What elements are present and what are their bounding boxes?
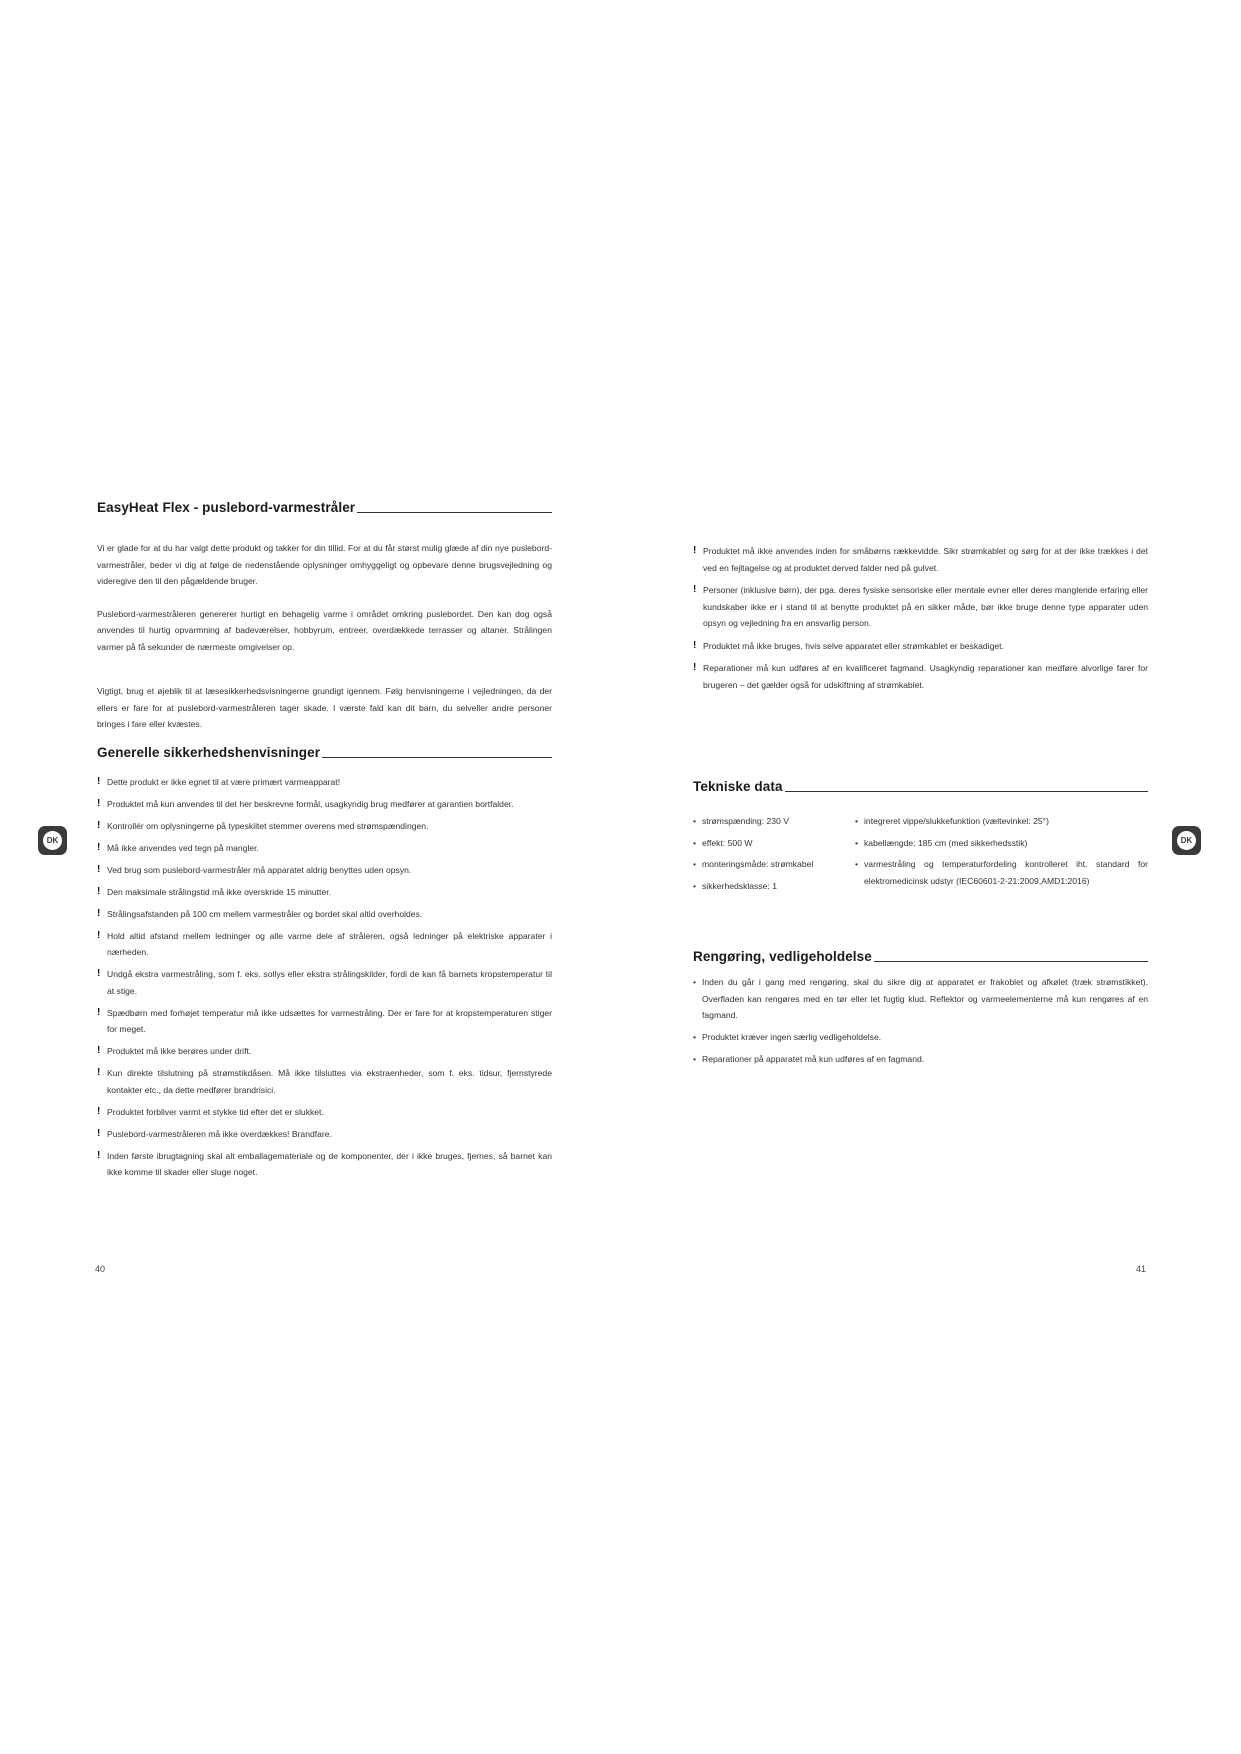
intro-paragraph-3: Vigtigt, brug et øjeblik til at læsesikkerhedsvisningerne grundigt igennem. Følg henvisningerne i vejledningen, da der ellers er fare for at puslebord-varmestråleren tager skade. I værste fald kan dit barn, du selveller andre personer bringes i fare eller kvæstes. bbox=[97, 686, 552, 729]
safety-list-continued bbox=[693, 543, 1148, 693]
dk-badge-label: DK bbox=[1177, 831, 1196, 850]
safety-item-text: Inden første ibrugtagning skal alt emballagemateriale og de komponenter, der i ikke bruges, fjernes, så barnet kan ikke komme til skader eller sluge noget. bbox=[107, 1150, 552, 1177]
safety-list bbox=[97, 774, 552, 1181]
cleaning-heading bbox=[693, 949, 1148, 964]
right-page bbox=[693, 543, 1148, 1073]
warning-icon: ! bbox=[97, 968, 101, 979]
safety-item bbox=[693, 660, 1148, 693]
warning-icon: ! bbox=[97, 1105, 101, 1117]
warning-icon: ! bbox=[693, 662, 697, 673]
warning-icon: ! bbox=[693, 639, 697, 651]
tech-data-grid bbox=[693, 813, 1148, 899]
tech-item-text: integreret vippe/slukkefunktion (væltevinkel: 25°) bbox=[864, 816, 1049, 826]
tech-heading-text: Tekniske data bbox=[693, 779, 783, 794]
safety-item-text: Produktet må ikke bruges, hvis selve apparatet eller strømkablet er beskadiget. bbox=[703, 640, 1004, 651]
bullet-icon: • bbox=[693, 816, 697, 826]
left-page bbox=[97, 500, 552, 1186]
warning-icon: ! bbox=[97, 1045, 101, 1056]
tech-item bbox=[855, 813, 1148, 830]
page-number-left: 40 bbox=[95, 1264, 106, 1274]
safety-item-text: Dette produkt er ikke egnet til at være primært varmeapparat! bbox=[107, 776, 341, 787]
safety-item bbox=[97, 1148, 552, 1181]
tech-heading bbox=[693, 779, 1148, 794]
intro-paragraph-1: Vi er glade for at du har valgt dette produkt og takker for din tillid. For at du får størst mulig glæde af din nye puslebord-varmestråler, beder vi dig at følge de nedenstående oplysninger omhyggeligt og opbevare denne brugsvejledning og videregive den til den pågældende bruger. bbox=[97, 543, 552, 586]
safety-item bbox=[97, 862, 552, 879]
cleaning-item bbox=[693, 974, 1148, 1024]
intro-paragraph-2: Puslebord-varmestråleren genererer hurtigt en behagelig varme i området omkring puslebordet. Den kan dog også anvendes til hurtig opvarmning af badeværelser, hobbyrum, entreer, overdækkede terrasser og altaner. Strålingen varmer på få sekunder de nærmeste omgivelser op. bbox=[97, 608, 552, 652]
dk-badge-left bbox=[38, 826, 67, 855]
bullet-icon: • bbox=[693, 880, 697, 891]
warning-icon: ! bbox=[97, 1067, 101, 1078]
safety-heading-rule bbox=[322, 757, 552, 758]
dk-badge-right bbox=[1172, 826, 1201, 855]
warning-icon: ! bbox=[693, 545, 697, 556]
safety-heading bbox=[97, 745, 552, 760]
warning-icon: ! bbox=[97, 863, 101, 875]
warning-icon: ! bbox=[97, 1127, 101, 1139]
safety-item-text: Personer (inklusive børn), der pga. deres fysiske sensoriske eller mentale evner eller deres manglende erfaring eller kundskaber ikke er i stand til at benytte produktet på en sikker måde, bør ikke bruge denne type apparater uden opsyn og vejledning fra en ansvarlig person. bbox=[703, 585, 1148, 628]
tech-item bbox=[693, 813, 855, 830]
safety-item-text: Den maksimale strålingstid må ikke overskride 15 minutter. bbox=[107, 886, 331, 897]
tech-item bbox=[855, 835, 1148, 852]
warning-icon: ! bbox=[97, 1149, 101, 1161]
safety-item bbox=[97, 966, 552, 999]
page-title bbox=[97, 500, 552, 515]
tech-column-right bbox=[855, 813, 1148, 899]
safety-item-text: Må ikke anvendes ved tegn på mangler. bbox=[107, 842, 259, 853]
cleaning-item bbox=[693, 1029, 1148, 1046]
bullet-icon: • bbox=[693, 859, 697, 869]
bullet-icon: • bbox=[855, 859, 859, 869]
safety-item-text: Kun direkte tilslutning på strømstikdåsen. Må ikke tilsluttes via ekstraenheder, som f. eks. tidsur, fjernstyrede kontakter etc., da dette medfører brandrisici. bbox=[107, 1068, 552, 1095]
safety-item-text: Strålingsafstanden på 100 cm mellem varmestråler og bordet skal altid overholdes. bbox=[107, 908, 423, 919]
warning-icon: ! bbox=[97, 907, 101, 919]
warning-icon: ! bbox=[97, 885, 101, 897]
bullet-icon: • bbox=[693, 1032, 697, 1042]
warning-icon: ! bbox=[97, 929, 101, 941]
bullet-icon: • bbox=[693, 977, 697, 987]
safety-item bbox=[693, 543, 1148, 576]
warning-icon: ! bbox=[97, 797, 101, 809]
cleaning-item-text: Reparationer på apparatet må kun udføres af en fagmand. bbox=[702, 1054, 925, 1064]
tech-item bbox=[693, 835, 855, 852]
tech-item-text: effekt: 500 W bbox=[702, 837, 753, 848]
bullet-icon: • bbox=[693, 837, 697, 848]
warning-icon: ! bbox=[97, 841, 101, 853]
safety-item bbox=[97, 1005, 552, 1038]
safety-item-text: Kontrollér om oplysningerne på typeskiltet stemmer overens med strømspændingen. bbox=[107, 820, 429, 831]
warning-icon: ! bbox=[97, 819, 101, 831]
safety-item bbox=[97, 1126, 552, 1143]
safety-item-text: Ved brug som puslebord-varmestråler må apparatet aldrig benyttes uden opsyn. bbox=[107, 864, 412, 875]
safety-item-text: Produktet må ikke anvendes inden for småbørns rækkevidde. Sikr strømkablet og sørg for at der ikke trækkes i det ved en fejltagelse og at produktet derved falder ned på gulvet. bbox=[703, 546, 1148, 573]
safety-item-text: Produktet forbliver varmt et stykke tid efter det er slukket. bbox=[107, 1106, 324, 1117]
safety-item bbox=[693, 638, 1148, 655]
cleaning-heading-rule bbox=[874, 961, 1148, 962]
tech-item bbox=[855, 856, 1148, 889]
safety-item bbox=[97, 1104, 552, 1121]
safety-item bbox=[97, 774, 552, 791]
bullet-icon: • bbox=[693, 1054, 697, 1064]
warning-icon: ! bbox=[693, 584, 697, 595]
safety-heading-text: Generelle sikkerhedshenvisninger bbox=[97, 744, 321, 760]
safety-item-text: Produktet må kun anvendes til det her beskrevne formål, usagkyndig brug medfører at garantien bortfalder. bbox=[107, 798, 514, 809]
tech-item bbox=[693, 856, 855, 873]
safety-item-text: Produktet må ikke berøres under drift. bbox=[107, 1046, 252, 1056]
cleaning-item-text: Inden du går i gang med rengøring, skal du sikre dig at apparatet er frakoblet og afkølet (træk strømstikket). Overfladen kan rengøres med en tør eller let fugtig klud. Reflektor og varmeelementerne må kun rengøres af en fagmand. bbox=[702, 977, 1148, 1020]
tech-item-text: monteringsmåde: strømkabel bbox=[702, 859, 814, 869]
safety-item bbox=[693, 582, 1148, 632]
safety-item bbox=[97, 884, 552, 901]
tech-item-text: kabellængde: 185 cm (med sikkerhedsstik) bbox=[864, 837, 1028, 848]
safety-item-text: Puslebord-varmestråleren må ikke overdækkes! Brandfare. bbox=[107, 1128, 332, 1139]
tech-item-text: strømspænding: 230 V bbox=[702, 816, 789, 826]
page-number-right: 41 bbox=[1136, 1264, 1147, 1274]
bullet-icon: • bbox=[855, 816, 859, 826]
title-rule bbox=[357, 512, 552, 513]
tech-item-text: sikkerhedsklasse: 1 bbox=[702, 880, 777, 891]
safety-item bbox=[97, 796, 552, 813]
safety-item-text: Undgå ekstra varmestråling, som f. eks. sollys eller ekstra strålingskilder, fordi de kan få barnets kropstemperatur til at stige. bbox=[107, 969, 552, 996]
tech-item-text: varmestråling og temperaturfordeling kontrolleret iht. standard for elektromedicinsk udstyr (IEC60601-2-21:2009,AMD1:2016) bbox=[864, 859, 1148, 886]
bullet-icon: • bbox=[855, 837, 859, 848]
tech-heading-rule bbox=[785, 791, 1148, 792]
page-title-text: EasyHeat Flex - puslebord-varmestråler bbox=[97, 500, 356, 515]
warning-icon: ! bbox=[97, 775, 101, 787]
safety-item bbox=[97, 1043, 552, 1060]
tech-item bbox=[693, 878, 855, 895]
cleaning-list bbox=[693, 974, 1148, 1068]
dk-badge-label: DK bbox=[43, 831, 62, 850]
safety-item bbox=[97, 906, 552, 923]
safety-item-text: Spædbørn med forhøjet temperatur må ikke udsættes for varmestråling. Der er fare for at kropstemperaturen stiger for meget. bbox=[107, 1007, 552, 1034]
cleaning-item-text: Produktet kræver ingen særlig vedligeholdelse. bbox=[702, 1032, 882, 1042]
safety-item-text: Reparationer må kun udføres af en kvalificeret fagmand. Usagkyndig reparationer kan medføre alvorlige farer for brugeren – det gælder også for udskiftning af strømkablet. bbox=[703, 663, 1148, 690]
cleaning-heading-text: Rengøring, vedligeholdelse bbox=[693, 949, 872, 964]
safety-item bbox=[97, 840, 552, 857]
safety-item-text: Hold altid afstand mellem ledninger og alle varme dele af stråleren, også ledninger på elektriske apparater i nærheden. bbox=[107, 930, 552, 957]
cleaning-item bbox=[693, 1051, 1148, 1068]
safety-item bbox=[97, 1065, 552, 1098]
safety-item bbox=[97, 818, 552, 835]
warning-icon: ! bbox=[97, 1006, 101, 1018]
safety-item bbox=[97, 928, 552, 961]
tech-column-left bbox=[693, 813, 855, 899]
